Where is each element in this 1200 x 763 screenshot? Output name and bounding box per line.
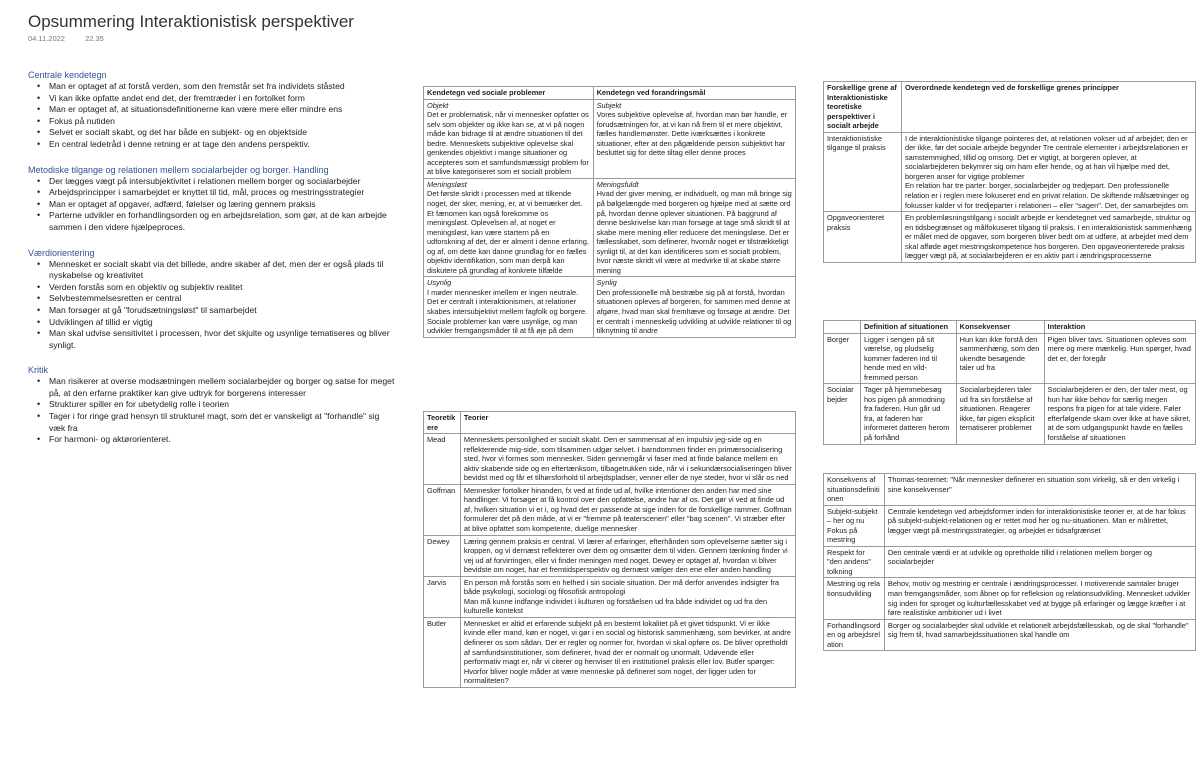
table-header-row xyxy=(424,412,796,434)
theory-text: Mennesker fortolker hinanden, fx ved at finde ud af, hvilke intentioner den anden har med sine handlinger. Vi forsøger at få kontrol over den opfattelse, andre har af os. Det gør vi ved at finde ud af, hvilken situation vi er i, og hvad det er passende at sige inden for de forskellige rammer. Goffman formulerer det på den måde, at vi er "fremme på teaterscenen" eller "bag scenen". Vi stræber efter at blive opfattet som kompetente, duelige mennesker xyxy=(460,484,795,535)
bullet-list-vaerdiorientering xyxy=(28,259,396,352)
table-cell xyxy=(424,178,594,276)
section-heading-kritik: Kritik xyxy=(28,365,48,376)
bullet-item: • Man forsøger at gå "forudsætningsløst" til samarbejdet xyxy=(28,305,396,317)
section-heading-vaerdiorientering: Værdiorientering xyxy=(28,247,95,258)
theory-text: En person må forstås som en helhed i sin sociale situation. Der må derfor anvendes indsigter fra både psykologi, sociologi og filosofisk antropologi Man må kunne indfange individet i kulturen og forståelsen ud fra både individet og ud fra den kulturelle kontekst xyxy=(460,576,795,617)
table-row xyxy=(824,619,1196,651)
table-header-row xyxy=(824,82,1196,133)
table-row xyxy=(424,576,796,617)
bullet-item: • Man er optaget af opgaver, adfærd, følelser og læring gennem praksis xyxy=(28,199,396,211)
theory-text: Mennesket er altid et erfarende subjekt på en bestemt lokalitet på et givet tidspunkt. Vi er ikke kvinde eller mand, køn er noget, vi gør i en social og historisk sammenhæng, som bevirker, at andre definerer os som sådan. Der er regler og normer for, hvordan vi skal opføre os. De bliver opretholdt af samfundsinstitutioner, som definerer, hvad der er normalt og unormalt. Udøvende eller performativ magt er, når vi citerer og henviser til en institutionel praksis eller lov. Butler spørger: Hvorfor bliver nogle måder at være menneske på defineret som noget, der ligger uden for normaliteten? xyxy=(460,617,795,687)
table-cell xyxy=(593,99,795,178)
bullet-item: • Fokus på nutiden xyxy=(28,116,396,128)
theorist-name: Goffman xyxy=(424,484,461,535)
page-title: Opsummering Interaktionistisk perspektiver xyxy=(28,12,354,31)
concept-name: Subjekt-subjekt – her og nu Fokus på mestring xyxy=(824,505,885,546)
bullet-item: • Man er optaget af, at situationsdefinitionerne kan være mere eller mindre ens xyxy=(28,104,396,116)
column-header: Kendetegn ved forandringsmål xyxy=(593,87,795,100)
bullet-list-kritik xyxy=(28,376,396,446)
left-column xyxy=(28,70,396,446)
cell-label: Synlig xyxy=(596,278,617,288)
column-header: Definition af situationen xyxy=(860,321,956,334)
branch-text: I de interaktionistiske tilgange pointeres det, at relationen vokser ud af arbejdet; den er der ikke, før det sociale arbejde begynder Tre centrale elementer i arbejdsrelationen er samstemmighed, tillid og omsorg. Det er vigtigt, at borgeren oplever, at socialarbejderen bekymrer sig om ham eller hende, og at han vil hjælpe med det, borgeren anser for vigtige problemer En relation har tre parter: borger, socialarbejder og tredjepart. Den professionelle relation er i reglen mere fokuseret end en privat relation. De skiftende målsætninger og fokusser kalder vi for tredjeparter i relationen – eller "sagen". Det, der samarbejdes om xyxy=(901,132,1195,211)
bullet-item: • Verden forstås som en objektiv og subjektiv realitet xyxy=(28,282,396,294)
bullet-list-centrale-kendetegn xyxy=(28,81,396,151)
concept-name: Forhandlingsorden og arbejdsrelation xyxy=(824,619,885,651)
cell-text: Hvad der giver mening, er individuelt, og man må bringe sig på bølgelængde med borgeren og hjælpe med at sætte ord på, hvordan denne oplever situationen. På baggrund af denne beskrivelse kan man forsøge at tage små skridt til at skabe mere mening eller reducere det meningsløse. Det er fællesskabet, som definerer, hvornår noget er tilstrækkeligt synligt til, at det kan identificeres som et socialt problem, hvor næste skridt vil være at medvirke til at skabe større mening xyxy=(596,189,792,275)
table-cell: Socialarbejderen er den, der taler mest, og hun har ikke behov for særlig megen respons fra pigen for at tale videre. Føler efterfølgende skam over ikke at have sikret, at de som udgangspunkt havde en fælles forståelse af situationen xyxy=(1044,384,1195,444)
section-heading-centrale-kendetegn: Centrale kendetegn xyxy=(28,70,107,80)
bullet-item: • Selvbestemmelsesretten er central xyxy=(28,293,396,305)
bullet-item: • For harmoni- og aktørorienteret. xyxy=(28,434,396,446)
table-row xyxy=(424,277,796,337)
table-row xyxy=(424,484,796,535)
table-cell xyxy=(593,178,795,276)
table-cell xyxy=(593,277,795,337)
bullet-item: • Parterne udvikler en forhandlingsorden og en arbejdsrelation, som gør, at de kan arbejde sammen i den videre hjælpeproces. xyxy=(28,210,396,233)
table-row xyxy=(424,617,796,687)
table-problems-goals xyxy=(423,86,796,338)
page-meta xyxy=(28,34,122,43)
column-header xyxy=(824,321,861,334)
branch-name: Interaktionistiske tilgange til praksis xyxy=(824,132,902,211)
theorist-name: Mead xyxy=(424,434,461,485)
bullet-item: • Selvet er socialt skabt, og det har både en subjekt- og en objektside xyxy=(28,127,396,139)
column-header: Overordnede kendetegn ved de forskellige grenes principper xyxy=(901,82,1195,133)
concept-name: Respekt for "den andens" tolkning xyxy=(824,546,885,578)
table-situation xyxy=(823,320,1196,445)
row-header: Borger xyxy=(824,333,861,384)
concept-text: Borger og socialarbejder skal udvikle et relationelt arbejdsfællesskab, og de skal "forhandle" sig frem til, hvad samarbejdssituationen skal handle om xyxy=(884,619,1195,651)
bullet-item: • Man skal udvise sensitivitet i processen, hvor det skjulte og usynlige tematiseres og bliver synligt. xyxy=(28,328,396,351)
table-row xyxy=(824,212,1196,263)
table-row xyxy=(424,178,796,276)
bullet-item: • Vi kan ikke opfatte andet end det, der fremtræder i en fortolket form xyxy=(28,93,396,105)
table-cell: Hun kan ikke forstå den sammenhæng, som den ukendte besøgende taler ud fra xyxy=(956,333,1044,384)
bullet-item: • Tager i for ringe grad hensyn til strukturel magt, som det er vanskeligt at "forhandle" sig væk fra xyxy=(28,411,396,434)
table-row xyxy=(824,505,1196,546)
theorist-name: Butler xyxy=(424,617,461,687)
branch-name: Opgaveorienteret praksis xyxy=(824,212,902,263)
column-header: Kendetegn ved sociale problemer xyxy=(424,87,594,100)
column-header: Interaktion xyxy=(1044,321,1195,334)
concept-text: Behov, motiv og mestring er centrale i ændringsprocesser. I motiverende samtaler bruger man fremgangsmåder, som åbner op for refleksion og relationsudvikling. Mennesket udvikler sig inden for sproget og kulturfællesskabet ved at bygge på erfaringer og lægge kræfter i at føre realistiske ambitioner ud i livet xyxy=(884,578,1195,619)
bullet-item: • Man er optaget af at forstå verden, som den fremstår set fra individets ståsted xyxy=(28,81,396,93)
table-cell: Ligger i sengen på sit værelse, og pludselig kommer faderen ind til hende med en vild-fremmed person xyxy=(860,333,956,384)
cell-text: Det er problematisk, når vi mennesker opfatter os selv som objekter og ikke kan se, at vi på nogen måde kan bidrage til at ændre situationen til det bedre. Menneskets subjektive oplevelse skal genkendes objektivt i mange situationer og accepteres som et samfundsmæssigt problem for at blive kategoriseret som et socialt problem xyxy=(427,110,589,177)
concept-text: Thomas-teoremet: "Når mennesker definerer en situation som virkelig, så er den virkelig i sine konsekvenser" xyxy=(884,474,1195,506)
table-header-row xyxy=(824,321,1196,334)
column-header: Konsekvenser xyxy=(956,321,1044,334)
cell-label: Objekt xyxy=(427,100,449,110)
table-theorists xyxy=(423,411,796,688)
cell-text: I møder mennesker imellem er ingen neutrale. Det er centralt i interaktionismen, at relationer skabes intersubjektivt mellem fagfolk og borgere. Sociale problemer kan være usynlige, og man udvikler fremgangsmåder til at få øje på dem xyxy=(427,287,588,336)
concept-text: Centrale kendetegn ved arbejdsformer inden for interaktionistiske teorier er, at de har fokus på subjekt-subjekt-relationen og er rettet mod her og nu-situationen. Man er målrettet, lægger vægt på mestringsstrategier, og arbejdet er tidsafgrænset xyxy=(884,505,1195,546)
cell-text: Det første skridt i processen med at tilkende noget, der sker, mening, er, at vi bemærker det. Et fænomen kan også forekomme os meningsløst. Oplevelsen af, at noget er meningsløst, kan være startern på en udforskning af det, der er alment i denne erfaring, og af, om dette kan danne grundlag for en fælles objektiv identifikation, som man derpå kan diskutere på grundlag af konkrete tilfælde xyxy=(427,189,589,275)
table-row xyxy=(424,434,796,485)
page-time: 22.35 xyxy=(85,34,104,43)
bullet-item: • Der lægges vægt på intersubjektivitet i relationen mellem borger og socialarbejder xyxy=(28,176,396,188)
table-row xyxy=(424,535,796,576)
bullet-item: • Udviklingen af tillid er vigtig xyxy=(28,317,396,329)
cell-text: Den professionelle må bestræbe sig på at forstå, hvordan situationen opleves af borgeren, for sammen med denne at afgøre, hvad man skal fremhæve og forsøge at ændre. Det er centralt i menneskelig udvikling at udvikle relationer til og tilknytning til andre xyxy=(596,287,792,336)
cell-text: Vores subjektive oplevelse af, hvordan man bør handle, er forudsætningen for, at vi kan nå frem til et mere objektivt, fælles handlemønster. Dette iværksættes i konkrete situationer, efter at den pågældende person subjektivt har besluttet sig for dette tiltag eller denne proces xyxy=(596,110,788,158)
cell-label: Subjekt xyxy=(596,100,622,110)
column-header: Forskellige grene af Interaktionistiske teoretiske perspektiver i socialt arbejde xyxy=(824,82,902,133)
table-cell: Tager på hjemmebesøg hos pigen på anmodning fra faderen. Hun går ud fra, at faderen har informeret datteren herom på forhånd xyxy=(860,384,956,444)
table-row xyxy=(824,384,1196,444)
concept-name: Konsekvens af situationsdefinitionen xyxy=(824,474,885,506)
theory-text: Læring gennem praksis er central. Vi lærer af erfaringer, efterhånden som oplevelserne sætter sig i kroppen, og vi dernæst reflekterer over dem og omsætter dem til viden. Gennem tænkning finder vi vej ud af forvirringen, eller vi finder meningen med noget. Dewey er optaget af, hvordan vi bliver bevidste om noget, har et fremtidsperspektiv og dernæst vælger den ene eller anden handling xyxy=(460,535,795,576)
table-concepts xyxy=(823,473,1196,651)
bullet-item: • Man risikerer at overse modsætningen mellem socialarbejder og borger og satse for meget på, at den erfarne praktiker kan give udtryk for borgerens interesser xyxy=(28,376,396,399)
theory-text: Menneskets personlighed er socialt skabt. Den er sammensat af en impulsiv jeg-side og en reflekterende mig-side, som tilsammen udgør selvet. I barndommen finder en primærsocialisering sted, hvor vi formes som mennesker. Siden gennemgår vi faser med at finde balance mellem en aktiv skabende side og en eftertænksom, tilbagetrukken side, når vi i sekundærsocialiseringen bliver bevidst med og får et tilhørsforhold til arbejdspladser, venner eller de nye steder, hvor vi slår os ned xyxy=(460,434,795,485)
table-branches xyxy=(823,81,1196,263)
bullet-item: • Mennesket er socialt skabt via det billede, andre skaber af det, men der er også plads til nyskabelse og kreativitet xyxy=(28,259,396,282)
cell-label: Meningsfuldt xyxy=(596,179,639,189)
bullet-item: • Strukturer spiller en for ubetydelig rolle i teorien xyxy=(28,399,396,411)
concept-name: Mestring og relationsudvikling xyxy=(824,578,885,619)
column-header: Teorier xyxy=(460,412,795,434)
concept-text: Den centrale værdi er at udvikle og opretholde tillid i relationen mellem borger og socialarbejder xyxy=(884,546,1195,578)
table-row xyxy=(824,132,1196,211)
table-row xyxy=(824,474,1196,506)
table-cell: Socialarbejderen taler ud fra sin forståelse af situationen. Reagerer ikke, før pigen eksplicit tematiserer problemet xyxy=(956,384,1044,444)
branch-text: En problemløsningstilgang i socialt arbejde er kendetegnet ved samarbejde, struktur og en tidsbegrænset og målfokuseret tilgang til praksis. I en interaktionistisk sammenhæng er målet med de opgaver, som borgeren bliver bedt om at udføre, at arbejdet med dem skal afføde øget mestringskompetence hos borgeren. Den opgaveorienterede praksis lægger vægt på, at socialarbejderen er en aktiv part i ændringsprocesserne xyxy=(901,212,1195,263)
table-row xyxy=(424,99,796,178)
table-header-row xyxy=(424,87,796,100)
bullet-list-metodiske-tilgange xyxy=(28,176,396,234)
cell-label: Usynlig xyxy=(427,278,452,288)
table-row xyxy=(824,333,1196,384)
page-date: 04.11.2022 xyxy=(28,34,65,43)
table-cell xyxy=(424,277,594,337)
table-row xyxy=(824,578,1196,619)
table-row xyxy=(824,546,1196,578)
section-heading-metodiske-tilgange: Metodiske tilgange og relationen mellem socialarbejder og borger. Handling xyxy=(28,164,329,175)
table-cell xyxy=(424,99,594,178)
column-header: Teoretikere xyxy=(424,412,461,434)
theorist-name: Jarvis xyxy=(424,576,461,617)
theorist-name: Dewey xyxy=(424,535,461,576)
bullet-item: • En central ledetråd i denne retning er at tage den andens perspektiv. xyxy=(28,139,396,151)
row-header: Socialarbejder xyxy=(824,384,861,444)
cell-label: Meningsløst xyxy=(427,179,467,189)
table-cell: Pigen bliver tavs. Situationen opleves som mere og mere mærkelig. Hun spørger, hvad det er, der foregår xyxy=(1044,333,1195,384)
bullet-item: • Arbejdsprincipper i samarbejdet er knyttet til tid, mål, proces og mestringsstrategier xyxy=(28,187,396,199)
